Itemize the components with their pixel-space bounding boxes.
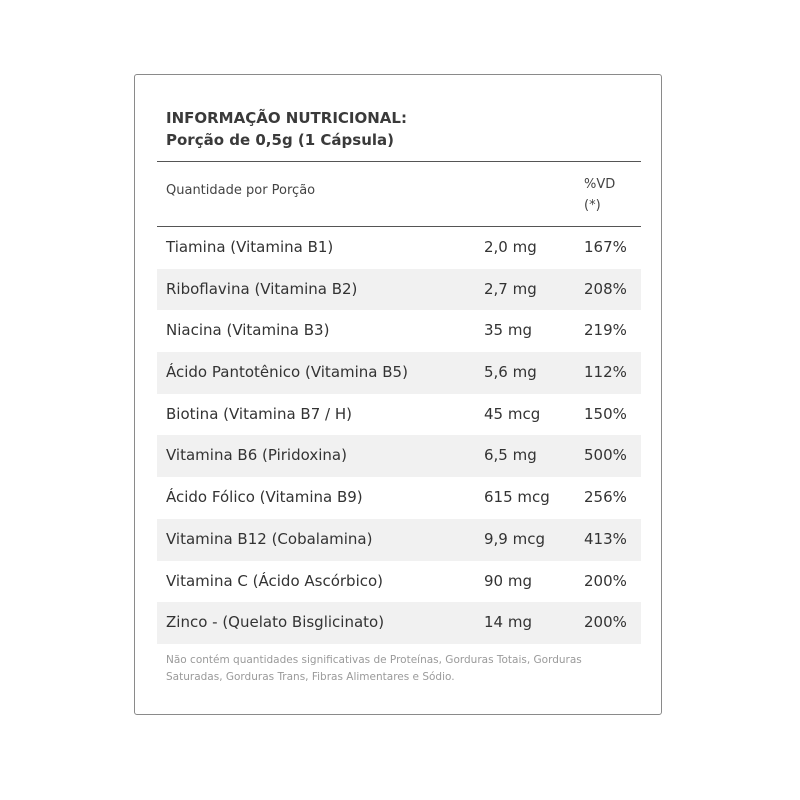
nutrient-daily-value: 219% xyxy=(584,321,627,340)
serving-size: Porção de 0,5g (1 Cápsula) xyxy=(166,131,395,149)
column-header-vd-label: %VD xyxy=(584,177,616,192)
table-row xyxy=(157,602,641,644)
nutrient-amount: 6,5 mg xyxy=(484,446,537,465)
table-row xyxy=(157,394,641,436)
table-row xyxy=(157,477,641,519)
nutrient-name: Zinco - (Quelato Bisglicinato) xyxy=(166,613,385,632)
table-row xyxy=(157,435,641,477)
nutrient-daily-value: 256% xyxy=(584,488,627,507)
nutrient-table xyxy=(157,227,641,644)
nutrient-daily-value: 112% xyxy=(584,363,627,382)
nutrient-amount: 35 mg xyxy=(484,321,532,340)
nutrient-name: Ácido Pantotênico (Vitamina B5) xyxy=(166,363,408,382)
nutrient-daily-value: 208% xyxy=(584,279,627,298)
nutrient-amount: 2,7 mg xyxy=(484,279,537,298)
nutrient-daily-value: 413% xyxy=(584,529,627,548)
nutrient-name: Biotina (Vitamina B7 / H) xyxy=(166,404,352,423)
top-divider xyxy=(157,161,641,162)
nutrient-amount: 90 mg xyxy=(484,571,532,590)
nutrient-daily-value: 500% xyxy=(584,446,627,465)
table-row xyxy=(157,269,641,311)
column-header-quantity: Quantidade por Porção xyxy=(166,183,316,198)
nutrient-amount: 9,9 mcg xyxy=(484,529,546,548)
footnote: Não contém quantidades significativas de Proteínas, Gorduras Totais, Gorduras Saturadas, Gorduras Trans, Fibras Alimentares e Sódio. xyxy=(166,654,582,683)
table-row xyxy=(157,227,641,269)
nutrient-name: Ácido Fólico (Vitamina B9) xyxy=(166,488,363,507)
column-header-daily-value xyxy=(584,174,615,216)
nutrient-daily-value: 200% xyxy=(584,613,627,632)
table-row xyxy=(157,519,641,561)
nutrition-facts-panel xyxy=(134,74,662,715)
nutrition-title xyxy=(166,107,407,151)
nutrient-daily-value: 150% xyxy=(584,404,627,423)
table-row xyxy=(157,352,641,394)
nutrient-name: Vitamina B6 (Piridoxina) xyxy=(166,446,347,465)
nutrient-name: Tiamina (Vitamina B1) xyxy=(166,238,334,256)
nutrient-name: Vitamina C (Ácido Ascórbico) xyxy=(166,571,384,590)
table-row xyxy=(157,310,641,352)
nutrient-amount: 5,6 mg xyxy=(484,363,537,382)
nutrient-name: Niacina (Vitamina B3) xyxy=(166,321,330,340)
nutrient-amount: 2,0 mg xyxy=(484,238,537,256)
nutrient-daily-value: 167% xyxy=(584,238,627,256)
nutrient-name: Vitamina B12 (Cobalamina) xyxy=(166,529,373,548)
title-heading: INFORMAÇÃO NUTRICIONAL: xyxy=(166,109,407,127)
nutrient-amount: 615 mcg xyxy=(484,488,550,507)
nutrient-daily-value: 200% xyxy=(584,571,627,590)
table-row xyxy=(157,561,641,603)
nutrient-amount: 45 mcg xyxy=(484,404,541,423)
column-header-vd-note: (*) xyxy=(584,198,601,213)
nutrient-amount: 14 mg xyxy=(484,613,532,632)
nutrient-name: Riboflavina (Vitamina B2) xyxy=(166,279,358,298)
